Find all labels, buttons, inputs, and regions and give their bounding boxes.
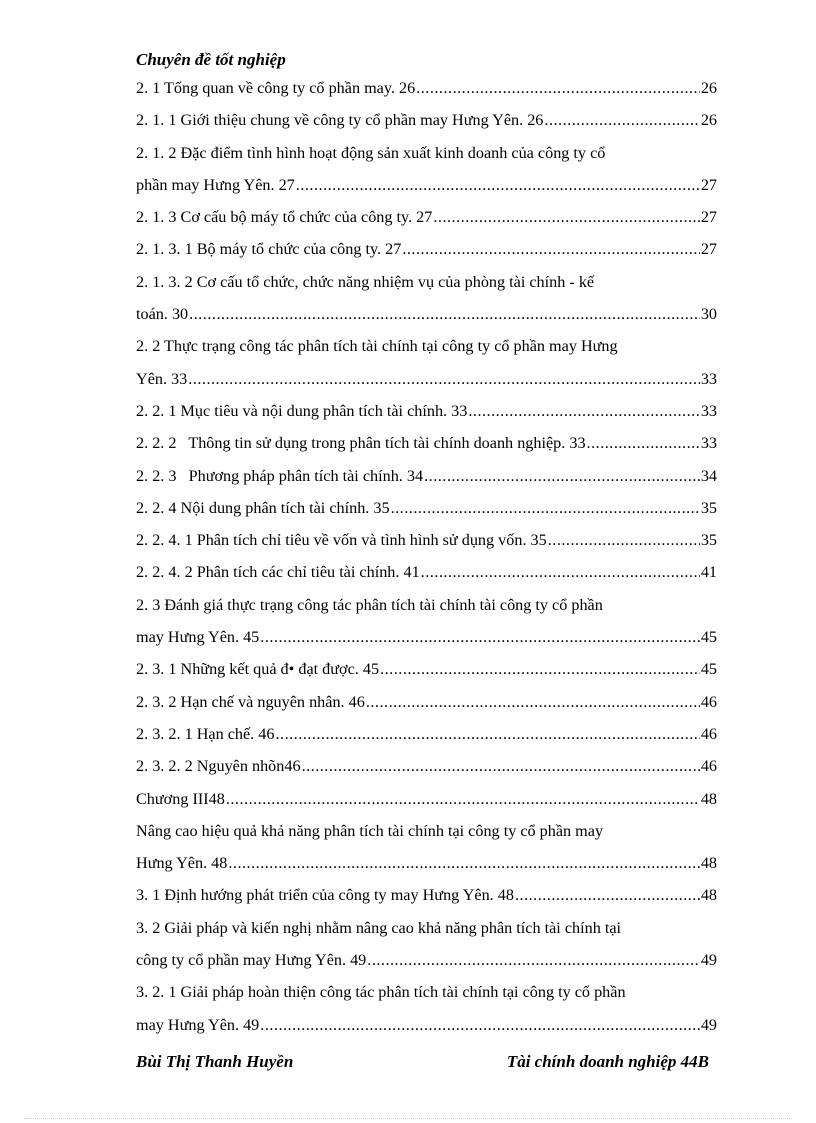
- toc-entry-title-line: 3. 2 Giải pháp và kiến nghị nhằm nâng cao khả năng phân tích tài chính tại: [136, 918, 622, 937]
- toc-entry[interactable]: [136, 395, 717, 427]
- toc-dot-leader: [275, 718, 699, 750]
- toc-page-number: 26: [700, 111, 717, 130]
- toc-page-number: 27: [700, 175, 717, 194]
- toc-dot-leader: [188, 363, 700, 395]
- toc-dot-leader: [260, 621, 700, 653]
- toc-page-number: 26: [700, 79, 717, 97]
- toc-entry[interactable]: [136, 879, 717, 911]
- toc-dot-leader: [302, 750, 700, 782]
- toc-dot-leader: [366, 686, 700, 718]
- toc-entry[interactable]: [136, 427, 717, 459]
- toc-entry-title: 3. 1 Định hướng phát triển của công ty may Hưng Yên. 48: [136, 886, 514, 905]
- toc-dot-leader: [587, 427, 700, 459]
- toc-entry[interactable]: [136, 201, 717, 233]
- toc-entry[interactable]: [136, 363, 717, 395]
- toc-entry-title: Hưng Yên. 48: [136, 854, 228, 873]
- toc-entry[interactable]: [136, 847, 717, 879]
- toc-page-number: 46: [700, 724, 717, 743]
- toc-dot-leader: [416, 72, 700, 104]
- toc-entry-title: Chương III48: [136, 789, 225, 808]
- toc-entry-title: 2. 2. 4. 2 Phân tích các chỉ tiêu tài chính. 41: [136, 563, 420, 582]
- toc-entry-title: 2. 1 Tổng quan về công ty cổ phần may. 26: [136, 79, 416, 97]
- toc-entry-title: 2. 2. 4. 1 Phân tích chỉ tiêu về vốn và tình hình sử dụng vốn. 35: [136, 531, 547, 550]
- toc-page-number: 34: [700, 466, 717, 485]
- toc-page-number: 35: [700, 531, 717, 550]
- toc-entry[interactable]: [136, 621, 717, 653]
- toc-entry-title-line: 2. 3 Đánh giá thực trạng công tác phân tích tài chính tài công ty cổ phần: [136, 595, 603, 614]
- toc-entry[interactable]: [136, 718, 717, 750]
- toc-dot-leader: [421, 556, 700, 588]
- toc-entry-title: may Hưng Yên. 49: [136, 1015, 260, 1034]
- toc-entry[interactable]: [136, 460, 717, 492]
- toc-entry-title: 2. 3. 1 Những kết quả đ• đạt được. 45: [136, 660, 380, 679]
- toc-dot-leader: [260, 1009, 700, 1041]
- toc-entry-title-line: 2. 2 Thực trạng công tác phân tích tài chính tại công ty cổ phần may Hưng: [136, 337, 618, 356]
- toc-entry[interactable]: [136, 1009, 717, 1041]
- toc-entry-title: 2. 2. 4 Nội dung phân tích tài chính. 35: [136, 498, 390, 517]
- toc-entry[interactable]: [136, 298, 717, 330]
- toc-dot-leader: [424, 460, 700, 492]
- toc-page-number: 48: [700, 854, 717, 873]
- toc-dot-leader: [228, 847, 699, 879]
- toc-page-number: 46: [700, 692, 717, 711]
- toc-dot-leader: [402, 233, 699, 265]
- toc-dot-leader: [296, 169, 700, 201]
- toc-entry-title: 2. 3. 2. 1 Hạn chế. 46: [136, 724, 275, 743]
- toc-entry[interactable]: [136, 944, 717, 976]
- toc-page-number: 46: [700, 757, 717, 776]
- footer-class: Tài chính doanh nghiệp 44B: [506, 1052, 709, 1071]
- toc-dot-leader: [367, 944, 700, 976]
- toc-entry-title: 2. 3. 2 Hạn chế và nguyên nhân. 46: [136, 692, 365, 711]
- toc-dot-leader: [433, 201, 699, 233]
- toc-entry-title: công ty cổ phần may Hưng Yên. 49: [136, 951, 367, 970]
- toc-page-number: 33: [700, 369, 717, 388]
- toc-page-number: 30: [700, 305, 717, 324]
- toc-dot-leader: [515, 879, 700, 911]
- toc-entry-title-line: Nâng cao hiệu quả khả năng phân tích tài chính tại công ty cổ phần may: [136, 821, 604, 840]
- toc-entry-title: 2. 1. 3 Cơ cấu bộ máy tổ chức của công ty. 27: [136, 208, 433, 227]
- toc-dot-leader: [468, 395, 699, 427]
- toc-entry-title: 2. 1. 3. 1 Bộ máy tổ chức của công ty. 27: [136, 240, 402, 259]
- toc-page-number: 48: [700, 886, 717, 905]
- toc-page-number: 49: [700, 1015, 717, 1034]
- toc-page-number: 35: [700, 498, 717, 517]
- toc-entry[interactable]: [136, 169, 717, 201]
- toc-entry[interactable]: [136, 556, 717, 588]
- toc-entry[interactable]: [136, 104, 717, 136]
- toc-dot-leader: [391, 492, 700, 524]
- toc-entry[interactable]: [136, 233, 717, 265]
- toc-entry-title: 2. 1. 1 Giới thiệu chung về công ty cổ phần may Hưng Yên. 26: [136, 111, 544, 130]
- toc-page-number: 45: [700, 660, 717, 679]
- toc-dot-leader: [548, 524, 700, 556]
- table-of-contents: [136, 72, 717, 1041]
- toc-dot-leader: [226, 783, 700, 815]
- toc-dot-leader: [380, 653, 700, 685]
- toc-entry-title: toán. 30: [136, 305, 189, 324]
- toc-page-number: 45: [700, 628, 717, 647]
- toc-entry-title: may Hưng Yên. 45: [136, 628, 260, 647]
- toc-entry-title: Yên. 33: [136, 369, 188, 388]
- toc-dot-leader: [544, 104, 699, 136]
- toc-dot-leader: [189, 298, 700, 330]
- toc-entry-title-line: 2. 1. 3. 2 Cơ cấu tổ chức, chức năng nhiệm vụ của phòng tài chính - kế: [136, 272, 595, 291]
- toc-page-number: 27: [700, 208, 717, 227]
- toc-entry[interactable]: [136, 492, 717, 524]
- toc-entry-title: 2. 3. 2. 2 Nguyên nhõn46: [136, 757, 301, 776]
- toc-page-number: 48: [700, 789, 717, 808]
- toc-page-number: 49: [700, 951, 717, 970]
- toc-entry[interactable]: [136, 750, 717, 782]
- toc-page-number: 33: [700, 401, 717, 420]
- toc-entry-title: 2. 2. 1 Mục tiêu và nội dung phân tích tài chính. 33: [136, 401, 468, 420]
- toc-page-number: 41: [700, 563, 717, 582]
- toc-entry[interactable]: [136, 686, 717, 718]
- toc-entry-title: 2. 2. 2 Thông tin sử dụng trong phân tích tài chính doanh nghiệp. 33: [136, 434, 586, 453]
- toc-page-number: 33: [700, 434, 717, 453]
- toc-entry[interactable]: [136, 783, 717, 815]
- toc-page-number: 27: [700, 240, 717, 259]
- footer-author: Bùi Thị Thanh Huyền: [136, 1052, 294, 1071]
- toc-entry[interactable]: [136, 72, 717, 104]
- page-header-title: Chuyên đề tốt nghiệp: [136, 50, 286, 69]
- toc-entry-title: 2. 2. 3 Phương pháp phân tích tài chính. 34: [136, 466, 424, 485]
- toc-entry[interactable]: [136, 653, 717, 685]
- toc-entry-title-line: 3. 2. 1 Giải pháp hoàn thiện công tác phân tích tài chính tại công ty cổ phần: [136, 983, 626, 1002]
- toc-entry-title-line: 2. 1. 2 Đặc điểm tình hình hoạt động sản xuất kinh doanh của công ty cổ: [136, 143, 606, 162]
- page-bottom-divider: [24, 1118, 792, 1119]
- toc-entry[interactable]: [136, 524, 717, 556]
- toc-entry-title: phần may Hưng Yên. 27: [136, 175, 295, 194]
